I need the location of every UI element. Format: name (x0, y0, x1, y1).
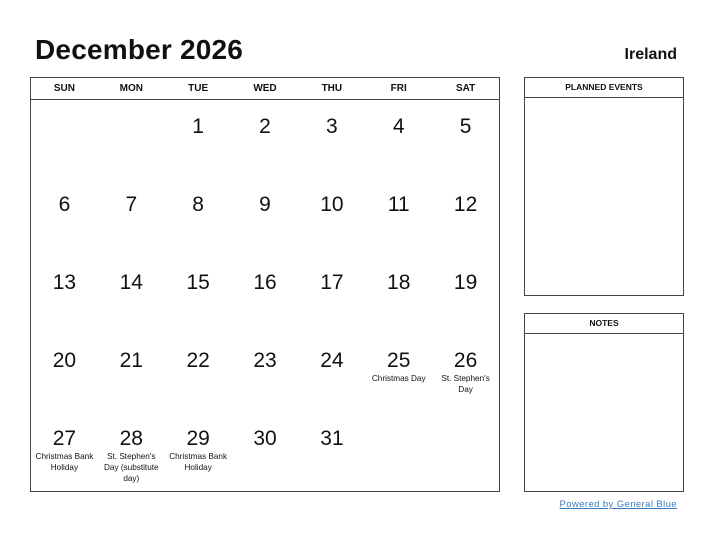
page-title: December 2026 (35, 34, 244, 65)
day-number: 5 (459, 115, 472, 138)
day-number: 31 (320, 427, 344, 450)
day-number: 12 (453, 193, 478, 216)
calendar-week-row (31, 334, 499, 412)
weekday-sun: SUN (53, 83, 75, 94)
day-cell (165, 412, 232, 490)
weekday-fri: FRI (390, 83, 407, 94)
day-cell (298, 178, 365, 256)
day-cell (365, 256, 432, 334)
day-cell (432, 256, 499, 334)
day-number: 23 (253, 349, 277, 372)
day-number: 26 (453, 349, 478, 372)
day-cell (98, 334, 165, 412)
day-number: 4 (392, 115, 405, 138)
day-cell (298, 100, 365, 178)
day-cell (298, 334, 365, 412)
day-number: 6 (58, 193, 71, 216)
day-cell (165, 256, 232, 334)
weekday-thu: THU (321, 83, 343, 94)
calendar-weeks (31, 100, 499, 491)
day-cell (432, 334, 499, 412)
day-number: 7 (125, 193, 138, 216)
day-number (432, 412, 499, 427)
calendar-week-row (31, 256, 499, 334)
powered-by-link[interactable]: Powered by General Blue (559, 499, 677, 510)
day-cell (365, 334, 432, 412)
day-cell (365, 100, 432, 178)
day-cell (31, 178, 98, 256)
day-number (98, 100, 165, 115)
day-number: 15 (186, 271, 210, 294)
day-number: 22 (186, 349, 210, 372)
day-cell (298, 412, 365, 490)
day-number: 8 (192, 193, 204, 216)
day-number: 25 (387, 349, 411, 372)
country-label: Ireland (624, 46, 677, 63)
day-number: 21 (119, 349, 143, 372)
day-number: 1 (192, 115, 204, 138)
weekday-header-row (31, 78, 499, 100)
day-cell (232, 412, 299, 490)
weekday-mon: MON (119, 83, 143, 94)
day-number (365, 412, 432, 427)
calendar-grid (30, 77, 500, 492)
day-cell (98, 178, 165, 256)
day-cell (98, 100, 165, 178)
day-cell (365, 412, 432, 490)
day-number: 18 (387, 271, 411, 294)
day-number: 20 (52, 349, 77, 372)
notes-heading: NOTES (525, 314, 683, 334)
day-number: 24 (320, 349, 344, 372)
holiday-label: Christmas Day (371, 374, 426, 383)
day-cell (232, 178, 299, 256)
day-cell (31, 334, 98, 412)
day-number: 11 (387, 193, 410, 216)
day-number: 3 (326, 115, 338, 138)
planned-events-heading: PLANNED EVENTS (525, 78, 683, 98)
day-cell (98, 256, 165, 334)
holiday-label: Christmas Bank Holiday (35, 452, 94, 472)
day-cell (31, 412, 98, 490)
planned-events-panel (524, 77, 684, 296)
weekday-sat: SAT (455, 83, 476, 94)
calendar-week-row (31, 412, 499, 490)
day-number (31, 100, 98, 115)
day-cell (432, 100, 499, 178)
day-cell (432, 178, 499, 256)
day-number: 19 (453, 271, 478, 294)
calendar-week-row (31, 178, 499, 256)
notes-panel (524, 313, 684, 492)
day-cell (298, 256, 365, 334)
day-number: 2 (259, 115, 271, 138)
day-cell (365, 178, 432, 256)
day-number: 13 (52, 271, 77, 294)
day-cell (31, 100, 98, 178)
day-cell (232, 334, 299, 412)
day-cell (165, 334, 232, 412)
day-number: 14 (119, 271, 143, 294)
day-cell (232, 100, 299, 178)
day-cell (232, 256, 299, 334)
holiday-label: Christmas Bank Holiday (169, 452, 228, 472)
day-number: 10 (320, 193, 344, 216)
day-number: 16 (253, 271, 277, 294)
day-number: 28 (119, 427, 143, 450)
day-cell (432, 412, 499, 490)
day-number: 29 (186, 427, 210, 450)
day-number: 17 (320, 271, 344, 294)
weekday-tue: TUE (188, 83, 209, 94)
day-cell (98, 412, 165, 490)
day-number: 30 (253, 427, 277, 450)
calendar-week-row (31, 100, 499, 178)
day-number: 9 (259, 193, 271, 216)
day-cell (165, 178, 232, 256)
day-cell (165, 100, 232, 178)
weekday-wed: WED (253, 83, 277, 94)
day-cell (31, 256, 98, 334)
day-number: 27 (52, 427, 77, 450)
holiday-label: St. Stephen's Day (substitute day) (103, 452, 159, 483)
holiday-label: St. Stephen's Day (441, 374, 490, 394)
